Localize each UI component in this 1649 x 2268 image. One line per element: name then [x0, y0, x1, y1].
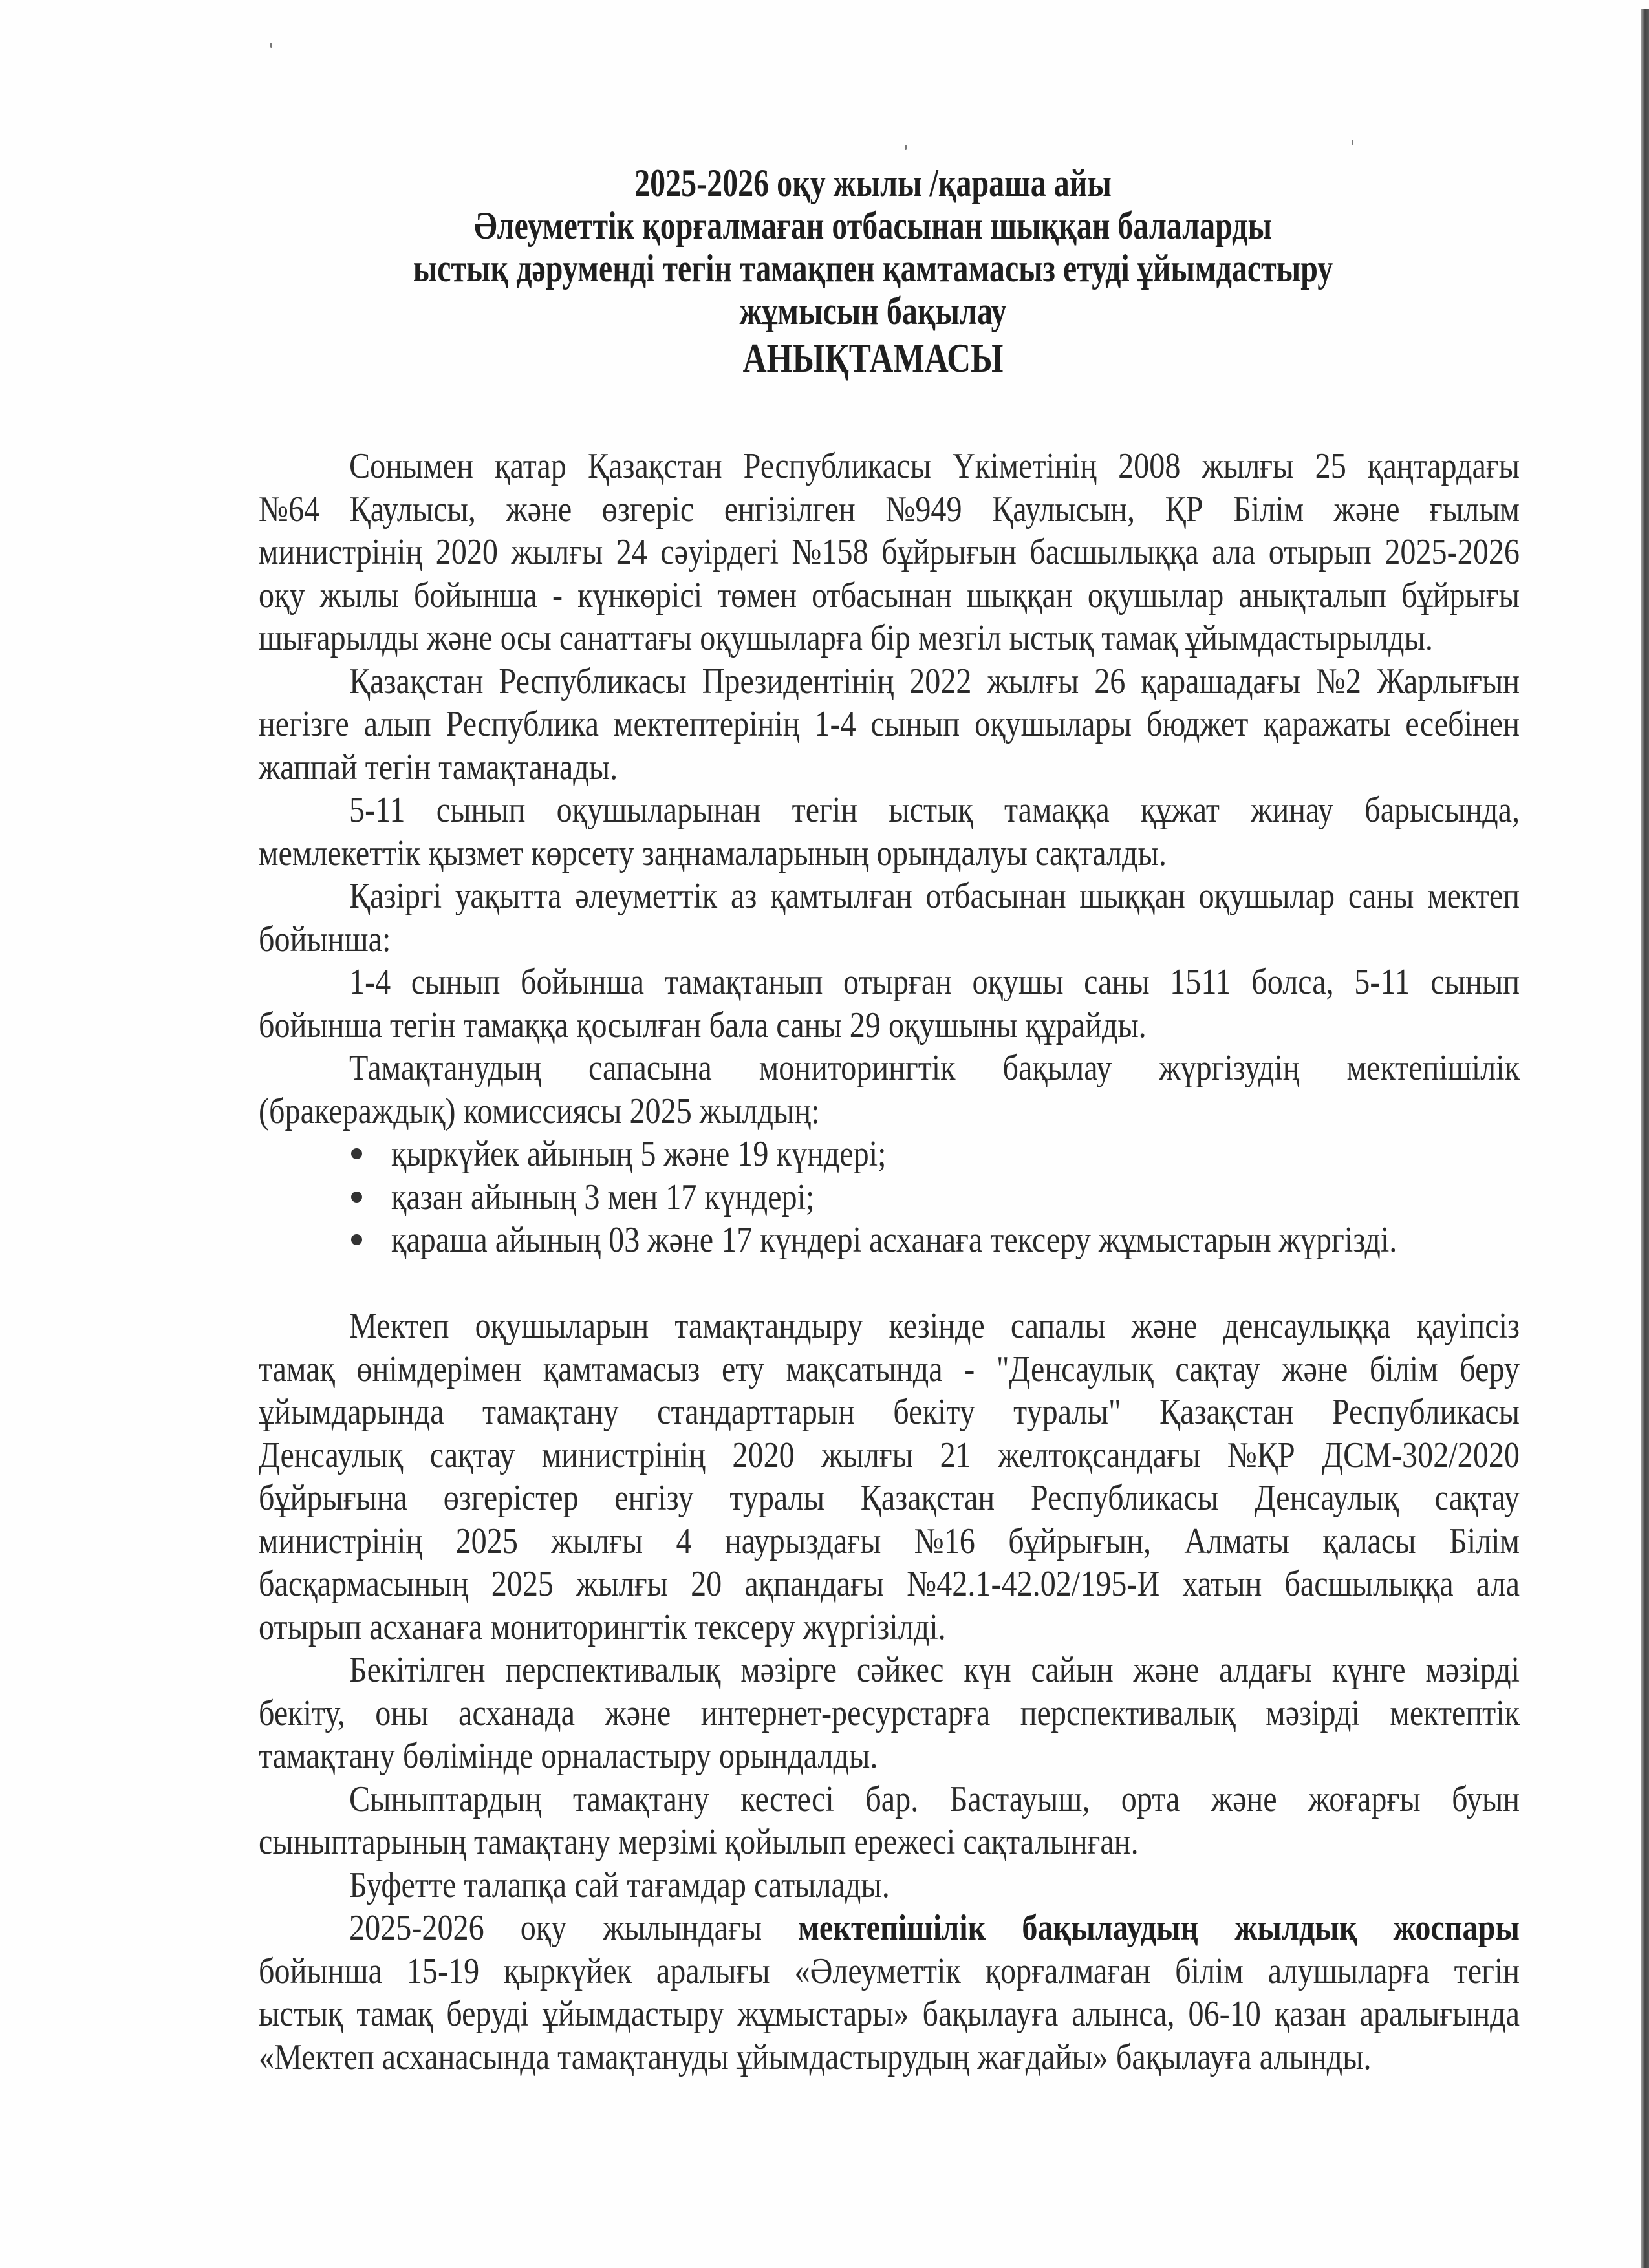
line-text: 2025-2026 оқу жылындағы мектепiшiлiк бақылаудың жылдық жоспары	[349, 1908, 1520, 1948]
text-line	[259, 1950, 1520, 1993]
scan-speck	[905, 145, 907, 150]
line-text: ұйымдарында тамақтану стандарттарын бекiту туралы" Қазақстан Республикасы	[259, 1392, 1520, 1432]
text-line	[259, 1821, 1520, 1864]
bullet-text: қазан айының 3 мен 17 күндерi;	[391, 1177, 815, 1217]
title-line: 2025-2026 оқу жылы /қараша айы	[634, 162, 1112, 204]
line-text: негiзге алып Республика мектептерiнiң 1-4 сынып оқушылары бюджет қаражаты есебiнен	[259, 704, 1520, 744]
line-text: сыныптарының тамақтану мерзiмi қойылып ережесi сақталынған.	[259, 1822, 1139, 1862]
scan-speck	[270, 43, 272, 48]
text-line	[259, 1606, 1520, 1649]
text-line	[259, 875, 1520, 918]
text-line	[259, 488, 1520, 531]
line-text: Мектеп оқушыларын тамақтандыру кезiнде сапалы және денсаулыққа қауiпсiз	[349, 1306, 1520, 1346]
line-text: отырып асханаға мониторингтiк тексеру жүргiзiлдi.	[259, 1607, 946, 1647]
text-line	[259, 832, 1520, 875]
text-line	[259, 531, 1520, 574]
bullet-item	[259, 1219, 1520, 1262]
text-line	[259, 918, 1520, 961]
line-text: бойынша тегiн тамаққа қосылған бала саны 29 оқушыны құрайды.	[259, 1005, 1147, 1045]
scan-edge	[1641, 9, 1649, 2268]
text-line	[259, 1434, 1520, 1477]
text-line	[259, 1004, 1520, 1047]
bullet-item	[259, 1176, 1520, 1219]
line-text: бойынша 15-19 қыркүйек аралығы «Әлеуметтiк қорғалмаған бiлiм алушыларға тегiн	[259, 1951, 1520, 1991]
line-text: 1-4 сынып бойынша тамақтанып отырған оқушы саны 1511 болса, 5-11 сынып	[349, 962, 1520, 1002]
line-text: «Мектеп асханасында тамақтануды ұйымдастырудың жағдайы» бақылауға алынды.	[259, 2037, 1372, 2077]
text-line	[259, 1649, 1520, 1692]
bullet-text: қараша айының 03 және 17 күндерi асханаға тексеру жұмыстарын жүргiздi.	[391, 1220, 1397, 1260]
line-text: мемлекеттiк қызмет көрсету заңнамаларының орындалуы сақталды.	[259, 833, 1167, 873]
bullet-icon	[351, 1148, 362, 1159]
text-line	[259, 703, 1520, 746]
text-line	[259, 445, 1520, 488]
document-title	[259, 162, 1487, 384]
scan-speck	[1352, 140, 1353, 145]
text-line	[259, 617, 1520, 660]
line-text: Буфетте талапқа сай тағамдар сатылады.	[349, 1865, 890, 1905]
line-text: Денсаулық сақтау министрiнiң 2020 жылғы 21 желтоқсандағы №ҚР ДСМ-302/2020	[259, 1435, 1520, 1475]
text-line	[259, 1391, 1520, 1434]
text-line	[259, 1692, 1520, 1735]
text-line	[259, 1305, 1520, 1348]
text-line	[259, 574, 1520, 617]
line-text: Сонымен қатар Қазақстан Республикасы Үкiметiнiң 2008 жылғы 25 қаңтардағы	[349, 446, 1520, 486]
bullet-icon	[351, 1192, 362, 1203]
line-text: тамақ өнiмдерiмен қамтамасыз ету мақсатында - "Денсаулық сақтау және бiлiм беру	[259, 1349, 1520, 1389]
line-text: (бракераждық) комиссиясы 2025 жылдың:	[259, 1091, 820, 1131]
text-line	[259, 2036, 1520, 2079]
text-line	[259, 1907, 1520, 1950]
line-text: Қазiргi уақытта әлеуметтiк аз қамтылған отбасынан шыққан оқушылар саны мектеп	[349, 876, 1520, 916]
line-text: оқу жылы бойынша - күнкөрiсi төмен отбасынан шыққан оқушылар анықталып бұйрығы	[259, 575, 1520, 615]
line-text: министрiнiң 2020 жылғы 24 сәуiрдегi №158 бұйрығын басшылыққа ала отырып 2025-2026	[259, 532, 1520, 572]
text-line	[259, 746, 1520, 789]
bullet-text: қыркүйек айының 5 және 19 күндерi;	[391, 1134, 887, 1174]
title-main: АНЫҚТАМАСЫ	[742, 335, 1004, 381]
line-text: тамақтану бөлiмiнде орналастыру орындалды.	[259, 1736, 878, 1776]
text-line	[259, 1735, 1520, 1778]
text-line	[259, 1090, 1520, 1133]
line-text: Қазақстан Республикасы Президентiнiң 2022 жылғы 26 қарашадағы №2 Жарлығын	[349, 661, 1520, 701]
line-text: Тамақтанудың сапасына мониторингтiк бақылау жүргiзудiң мектепiшiлiк	[349, 1048, 1520, 1088]
line-text: жаппай тегiн тамақтанады.	[259, 747, 618, 787]
bold-phrase: мектепiшiлiк бақылаудың жылдық жоспары	[798, 1908, 1520, 1948]
text-line	[259, 1993, 1520, 2036]
spacer	[259, 1262, 1520, 1305]
line-text: 5-11 сынып оқушыларынан тегiн ыстық тамаққа құжат жинау барысында,	[349, 790, 1520, 830]
document-body	[259, 445, 1520, 2079]
line-text: министрiнiң 2025 жылғы 4 наурыздағы №16 бұйрығын, Алматы қаласы Бiлiм	[259, 1521, 1520, 1561]
text-line	[259, 789, 1520, 832]
title-line: ыстық дәрумендi тегiн тамақпен қамтамасыз етудi ұйымдастыру	[413, 247, 1333, 290]
title-line: Әлеуметтік қорғалмаған отбасынан шыққан балаларды	[474, 204, 1272, 247]
text-line	[259, 1563, 1520, 1606]
text-line	[259, 660, 1520, 703]
line-text: бұйрығына өзгерiстер енгiзу туралы Қазақстан Республикасы Денсаулық сақтау	[259, 1478, 1520, 1518]
line-text: Сыныптардың тамақтану кестесi бар. Бастауыш, орта және жоғарғы буын	[349, 1779, 1520, 1819]
text-line	[259, 961, 1520, 1004]
line-text: №64 Қаулысы, және өзгерiс енгiзiлген №949 Қаулысын, ҚР Бiлiм және ғылым	[259, 489, 1520, 530]
text-line	[259, 1348, 1520, 1391]
line-text: басқармасының 2025 жылғы 20 ақпандағы №42.1-42.02/195-И хатын басшылыққа ала	[259, 1564, 1520, 1604]
bullet-item	[259, 1133, 1520, 1176]
line-text: бойынша:	[259, 919, 391, 959]
line-text: шығарылды және осы санаттағы оқушыларға бiр мезгiл ыстық тамақ ұйымдастырылды.	[259, 618, 1433, 658]
text-line	[259, 1778, 1520, 1821]
line-text: бекiту, оны асханада және интернет-ресурстарға перспективалық мәзiрдi мектептiк	[259, 1693, 1520, 1733]
line-text: Бекiтiлген перспективалық мәзiрге сәйкес күн сайын және алдағы күнге мәзiрдi	[349, 1650, 1520, 1690]
text-line	[259, 1477, 1520, 1520]
line-text: ыстық тамақ берудi ұйымдастыру жұмыстары» бақылауға алынса, 06-10 қазан аралығында	[259, 1994, 1520, 2034]
text-line	[259, 1520, 1520, 1563]
text-line	[259, 1047, 1520, 1090]
title-line: жұмысын бақылау	[739, 290, 1007, 332]
bullet-icon	[351, 1234, 362, 1245]
text-line	[259, 1864, 1520, 1907]
